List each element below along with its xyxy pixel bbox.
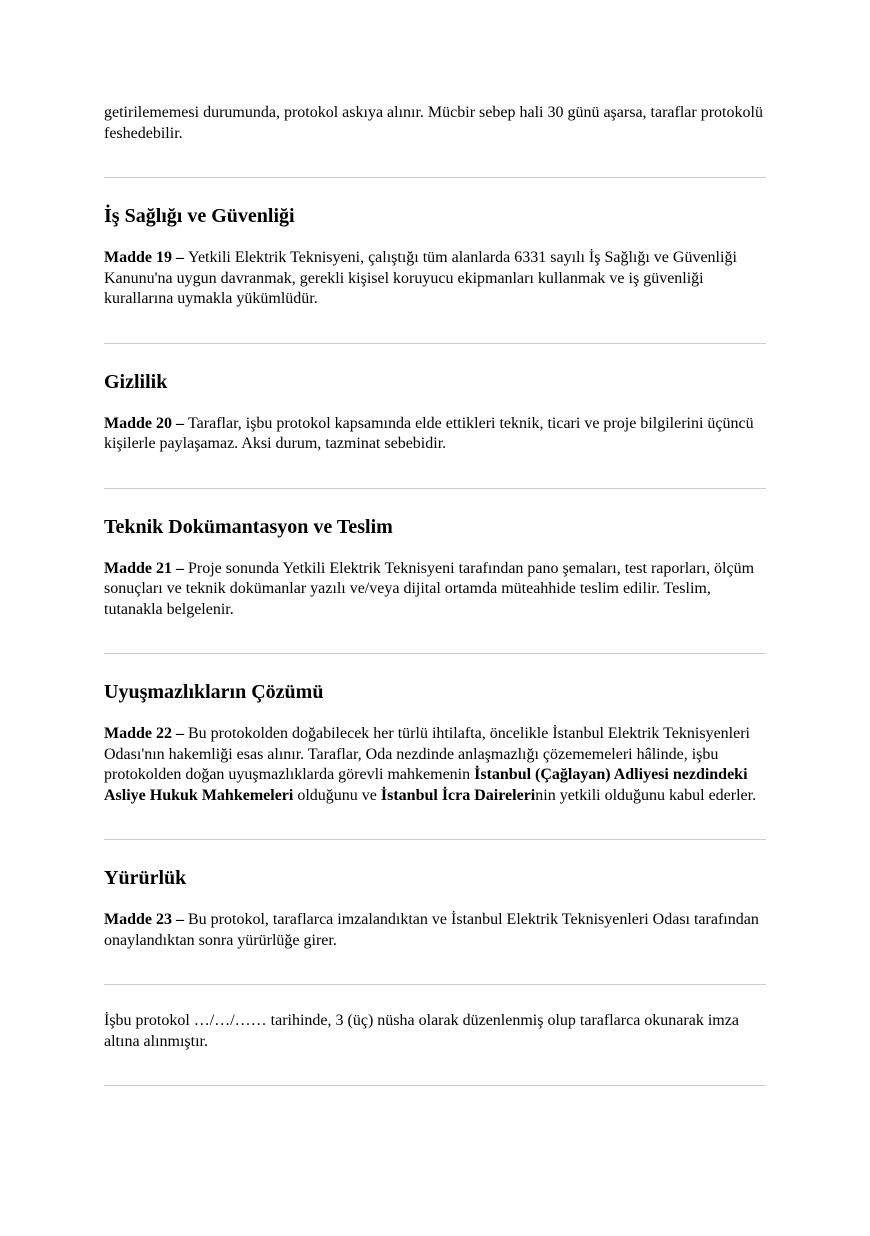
article-paragraph-madde-20 [104,414,766,455]
article-paragraph-madde-23 [104,910,766,951]
section-heading: Uyuşmazlıkların Çözümü [104,681,324,703]
section-divider [104,984,766,985]
text-run: İstanbul (Çağlayan) Adliyesi nezdindeki Asliye Hukuk Mahkemeleri [104,766,748,804]
section-effectiveness [104,866,766,951]
text-run: Bu protokol, taraflarca imzalandıktan ve İstanbul Elektrik Teknisyenleri Odası tarafından onaylandıktan sonra yürürlüğe girer. [104,911,759,949]
section-heading: Gizlilik [104,370,168,393]
text-run: Madde 22 – [104,725,188,742]
text-run: Madde 20 – [104,414,188,432]
section-heading: Yürürlük [104,867,187,889]
section-divider [104,488,766,489]
text-run: Madde 19 – [104,249,188,266]
article-paragraph-madde-21 [104,559,766,621]
text-run: Bu protokolden doğabilecek her türlü ihtilafta, öncelikle İstanbul Elektrik Teknisyenleri Odası'nın hakemliği esas alınır. Taraflar, Oda nezdinde anlaşmazlığı çözememeleri hâlinde, işbu protokolden doğan uyuşmazlıklarda görevli mahkemenin [104,725,750,783]
text-run: Proje sonunda Yetkili Elektrik Teknisyeni tarafından pano şemaları, test raporları, ölçüm sonuçları ve teknik dokümanlar yazılı ve/veya dijital ortamda müteahhide teslim edilir. Teslim, tutanakla belgelenir. [104,559,755,618]
text-run: İstanbul İcra Daireleri [380,786,536,804]
section-heading: İş Sağlığı ve Güvenliği [104,205,295,227]
section-dispute-resolution [104,680,766,806]
section-divider [104,1085,766,1086]
section-heading: Teknik Dokümantasyon ve Teslim [104,515,393,538]
text-run: olduğunu ve [293,786,381,804]
section-divider [104,653,766,654]
section-occupational-health [104,204,766,310]
text-run: Madde 23 – [104,911,188,928]
section-divider [104,343,766,344]
article-paragraph-madde-19 [104,248,766,310]
text-run: Taraflar, işbu protokol kapsamında elde ettikleri teknik, ticari ve proje bilgilerini üçüncü kişilerle paylaşamaz. Aksi durum, tazminat sebebidir. [104,414,754,452]
section-divider [104,177,766,178]
closing-paragraph: İşbu protokol …/…/…… tarihinde, 3 (üç) nüsha olarak düzenlenmiş olup taraflarca okunarak imza altına alınmıştır. [104,1012,739,1050]
text-run: Yetkili Elektrik Teknisyeni, çalıştığı tüm alanlarda 6331 sayılı İş Sağlığı ve Güvenliği Kanunu'na uygun davranmak, gerekli kişisel koruyucu ekipmanları kullanmak ve iş güvenliği kurallarına uymakla yükümlüdür. [104,249,737,307]
article-paragraph-madde-22 [104,724,766,806]
section-divider [104,839,766,840]
section-technical-documentation [104,515,766,621]
intro-paragraph: getirilememesi durumunda, protokol askıya alınır. Mücbir sebep hali 30 günü aşarsa, taraflar protokolü feshedebilir. [104,104,763,142]
text-run: nin yetkili olduğunu kabul ederler. [535,786,757,804]
section-confidentiality [104,370,766,455]
text-run: Madde 21 – [104,559,188,577]
